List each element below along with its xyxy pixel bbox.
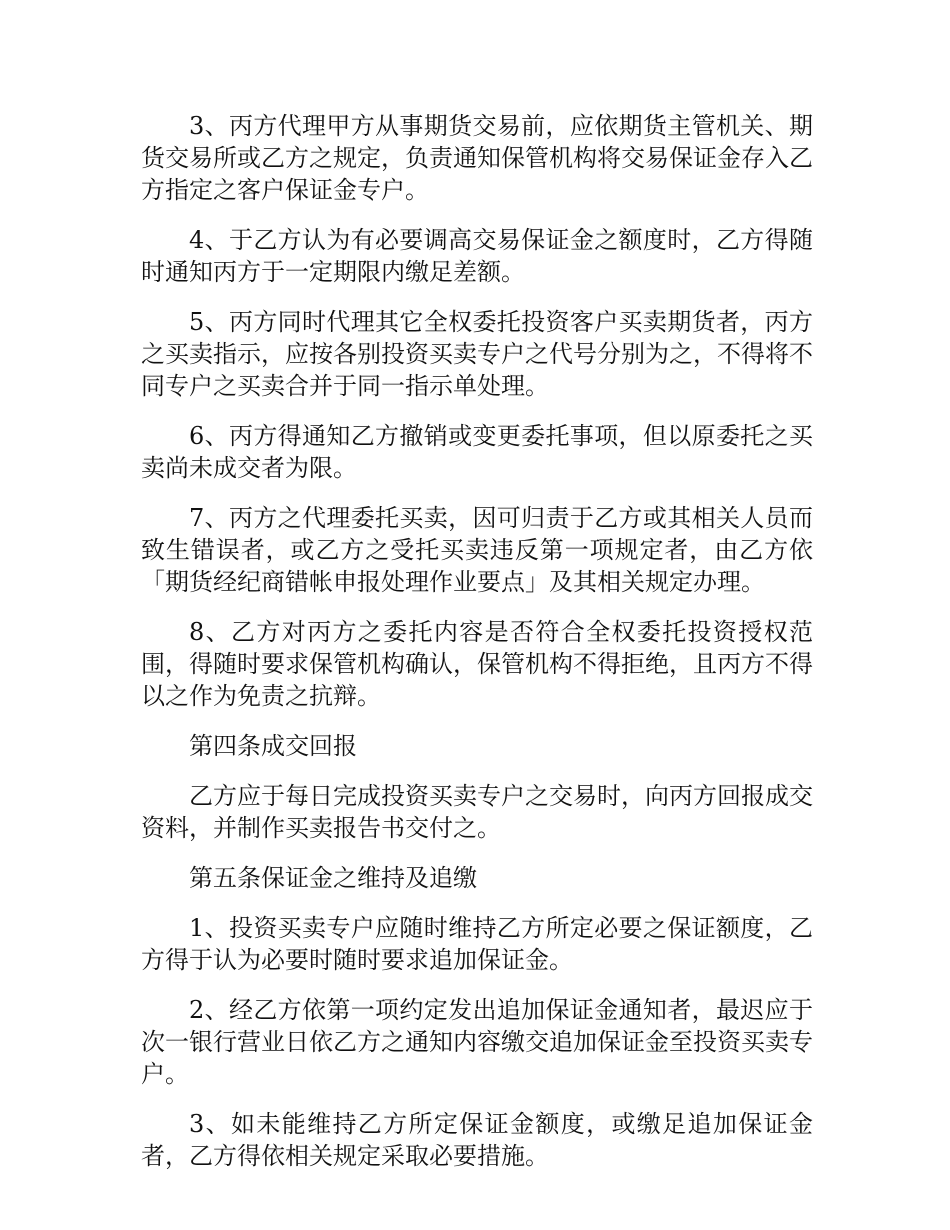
clause-6-cancel-order: 6、丙方得通知乙方撤销或变更委托事项，但以原委托之买卖尚未成交者为限。	[141, 422, 813, 482]
clause-3-deposit-margin: 3、丙方代理甲方从事期货交易前，应依期货主管机关、期货交易所或乙方之规定，负责通知保管机构将交易保证金存入乙方指定之客户保证金专户。	[141, 112, 813, 204]
clause-4-raise-margin: 4、于乙方认为有必要调高交易保证金之额度时，乙方得随时通知丙方于一定期限内缴足差额。	[141, 226, 813, 286]
article-5-clause-3: 3、如未能维持乙方所定保证金额度，或缴足追加保证金者，乙方得依相关规定采取必要措施。	[141, 1110, 813, 1170]
article-5-clause-1: 1、投资买卖专户应随时维持乙方所定必要之保证额度，乙方得于认为必要时随时要求追加保证金。	[141, 914, 813, 974]
document-body	[141, 110, 813, 1190]
article-5-heading: 第五条保证金之维持及追缴	[189, 864, 477, 892]
clause-7-error-handling: 7、丙方之代理委托买卖，因可归责于乙方或其相关人员而致生错误者，或乙方之受托买卖违反第一项规定者，由乙方依「期货经纪商错帐申报处理作业要点」及其相关规定办理。	[141, 504, 813, 596]
article-4-body: 乙方应于每日完成投资买卖专户之交易时，向丙方回报成交资料，并制作买卖报告书交付之。	[141, 782, 813, 842]
article-4-heading: 第四条成交回报	[189, 732, 357, 760]
clause-5-separate-accounts: 5、丙方同时代理其它全权委托投资客户买卖期货者，丙方之买卖指示，应按各别投资买卖专户之代号分别为之，不得将不同专户之买卖合并于同一指示单处理。	[141, 308, 813, 400]
article-5-clause-2: 2、经乙方依第一项约定发出追加保证金通知者，最迟应于次一银行营业日依乙方之通知内容缴交追加保证金至投资买卖专户。	[141, 996, 813, 1088]
clause-8-authorization-check: 8、乙方对丙方之委托内容是否符合全权委托投资授权范围，得随时要求保管机构确认，保管机构不得拒绝，且丙方不得以之作为免责之抗辩。	[141, 618, 813, 710]
